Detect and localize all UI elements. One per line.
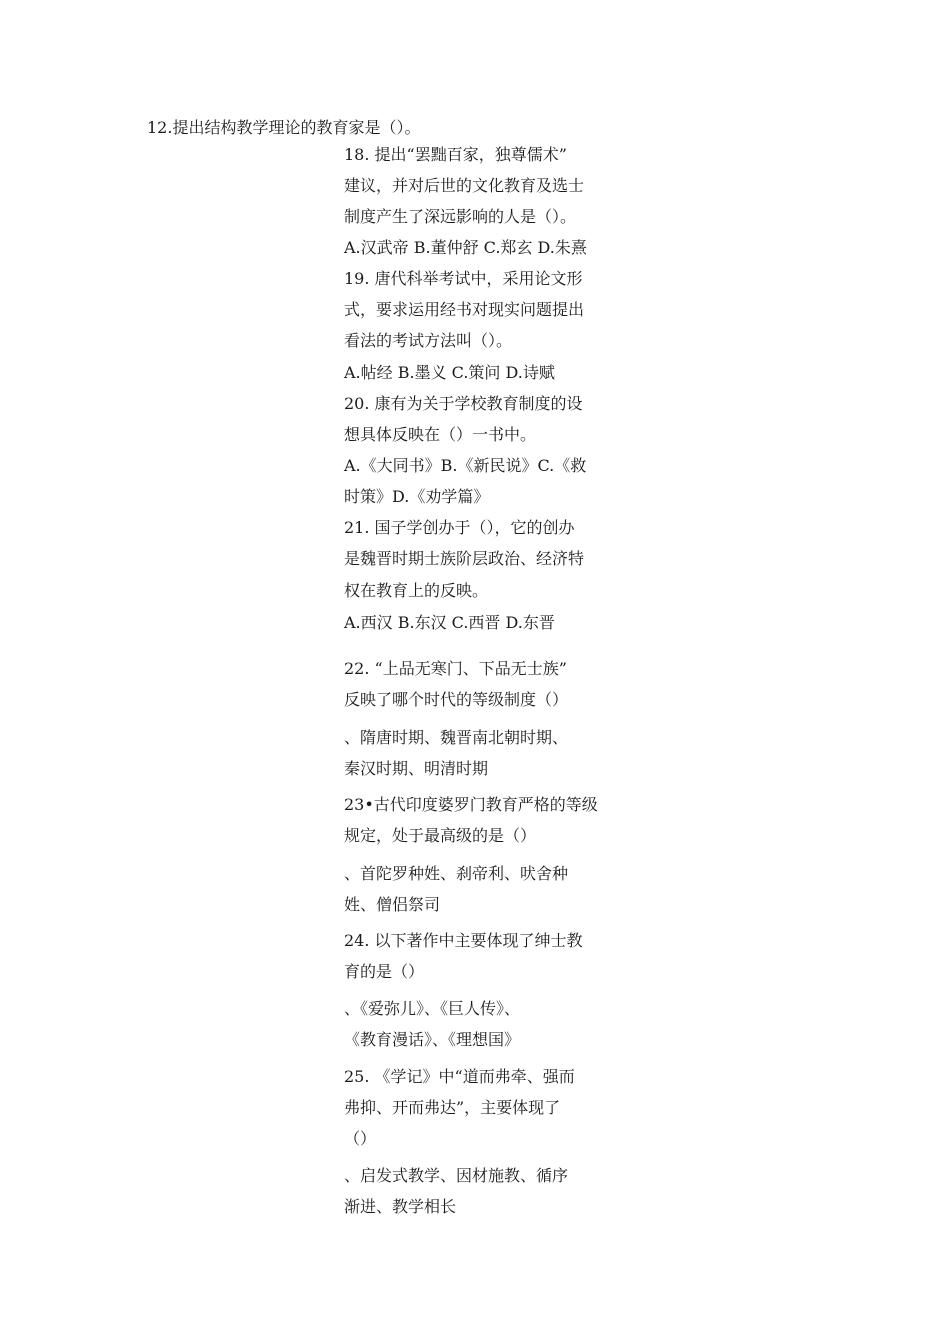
question-19-line-3: 看法的考试方法叫（）。 xyxy=(344,331,513,350)
question-19-line-2: 式，要求运用经书对现实问题提出 xyxy=(344,300,585,319)
question-18-line-3: 制度产生了深远影响的人是（）。 xyxy=(344,207,577,226)
question-22-line-2: 反映了哪个时代的等级制度（） xyxy=(344,690,569,709)
question-18-line-2: 建议，并对后世的文化教育及选士 xyxy=(344,176,585,195)
question-20-options-line-1: A.《大同书》B.《新民说》C.《救 xyxy=(344,456,587,475)
question-23-line-1: 23•古代印度婆罗门教育严格的等级 xyxy=(344,795,598,814)
question-25-line-2: 弗抑、开而弗达”，主要体现了 xyxy=(344,1098,561,1117)
question-18-options: A.汉武帝 B.董仲舒 C.郑玄 D.朱熹 xyxy=(344,238,587,257)
question-12: 12.提出结构教学理论的教育家是（）。 xyxy=(147,118,421,137)
question-24-line-2: 育的是（） xyxy=(344,962,425,981)
question-20-line-2: 想具体反映在（）一书中。 xyxy=(344,425,537,444)
question-23-line-2: 规定，处于最高级的是（） xyxy=(344,826,537,845)
question-19-line-1: 19. 唐代科举考试中，采用论文形 xyxy=(344,269,583,288)
question-24-options-line-2: 《教育漫话》、《理想国》 xyxy=(344,1030,521,1049)
question-21-options: A.西汉 B.东汉 C.西晋 D.东晋 xyxy=(344,613,555,632)
question-23-options-line-1: 、首陀罗种姓、刹帝利、吠舍种 xyxy=(344,864,569,883)
question-24-line-1: 24. 以下著作中主要体现了绅士教 xyxy=(344,931,583,950)
question-19-options: A.帖经 B.墨义 C.策问 D.诗赋 xyxy=(344,363,555,382)
question-23-options-line-2: 姓、僧侣祭司 xyxy=(344,895,441,914)
question-24-options-line-1: 、《爱弥儿》、《巨人传》、 xyxy=(344,999,521,1018)
question-22-line-1: 22. “上品无寒门、下品无士族” xyxy=(344,659,567,678)
question-21-line-3: 权在教育上的反映。 xyxy=(344,581,489,600)
question-25-options-line-2: 渐进、教学相长 xyxy=(344,1197,457,1216)
question-22-options-line-1: 、隋唐时期、魏晋南北朝时期、 xyxy=(344,728,569,747)
question-25-line-3: （） xyxy=(344,1129,377,1148)
question-25-options-line-1: 、启发式教学、因材施教、循序 xyxy=(344,1166,569,1185)
question-18-line-1: 18. 提出“罢黜百家，独尊儒术” xyxy=(344,145,567,164)
question-20-options-line-2: 时策》D.《劝学篇》 xyxy=(344,487,490,506)
question-20-line-1: 20. 康有为关于学校教育制度的设 xyxy=(344,394,583,413)
question-21-line-2: 是魏晋时期士族阶层政治、经济特 xyxy=(344,549,585,568)
question-21-line-1: 21. 国子学创办于（），它的创办 xyxy=(344,518,575,537)
question-25-line-1: 25. 《学记》中“道而弗牵、强而 xyxy=(344,1067,575,1086)
question-22-options-line-2: 秦汉时期、明清时期 xyxy=(344,759,489,778)
